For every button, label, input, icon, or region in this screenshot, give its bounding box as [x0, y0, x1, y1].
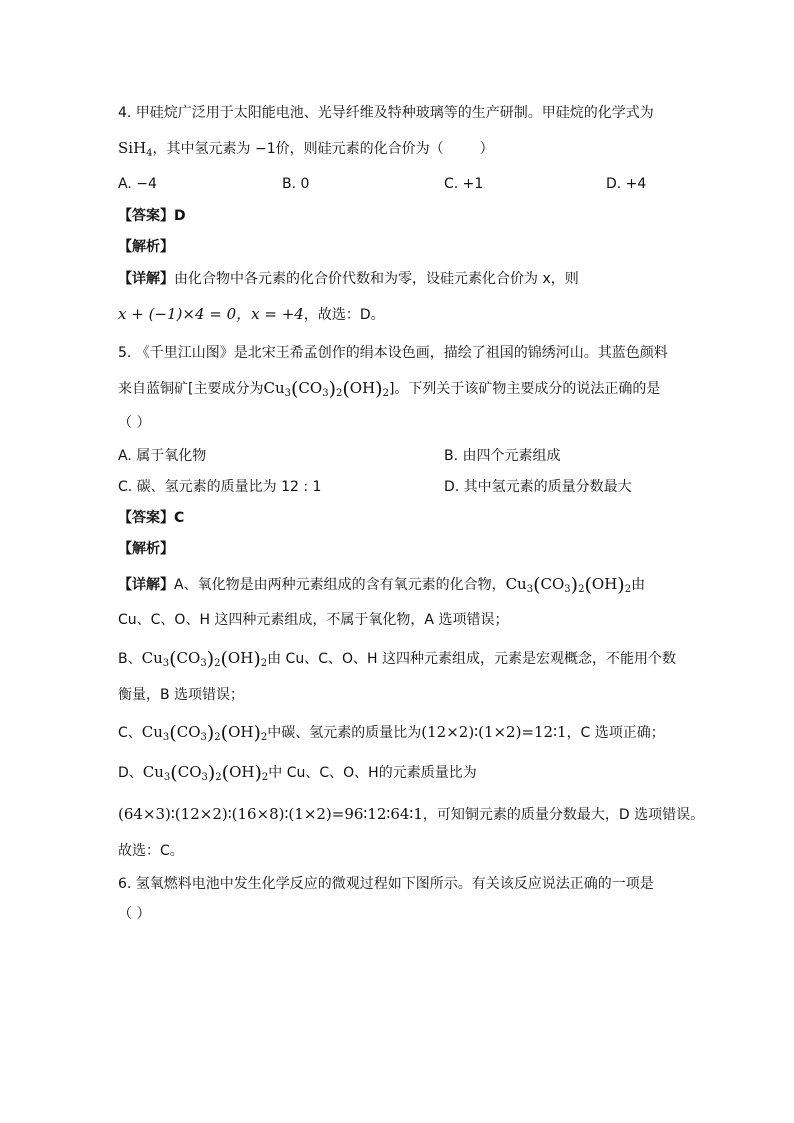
q4-stem-line2: SiH$_4$，其中氢元素为 −1价，则硅元素的化合价为（ ）	[118, 139, 494, 159]
q5-detail-c: C、$Cu_3(CO_3)_2(OH)_2$中碳、氢元素的质量比为(12×2)∶(1×2)=12∶1，C 选项正确；	[118, 722, 665, 744]
q5-formula: $Cu_3(CO_3)_2(OH)_2$	[263, 378, 389, 400]
q4-equation: x + (−1)×4 = 0，x = +4	[118, 305, 304, 323]
q4-answer: 【答案】D	[118, 208, 186, 224]
q4-detail: 【详解】由化合物中各元素的化合价代数和为零，设硅元素化合价为 x，则	[118, 271, 579, 287]
q5-detail-c-formula: $Cu_3(CO_3)_2(OH)_2$	[141, 722, 268, 744]
q4-option-d: D. +4	[606, 176, 647, 192]
q5-option-c: C. 碳、氢元素的质量比为 12 : 1	[118, 479, 322, 495]
q4-formula: SiH$_4$	[118, 139, 153, 159]
q4-analysis-label: 【解析】	[118, 239, 174, 255]
q5-detail-d-formula: $Cu_3(CO_3)_2(OH)_2$	[142, 762, 269, 784]
q5-option-b: B. 由四个元素组成	[444, 448, 561, 464]
q5-answer: 【答案】C	[118, 510, 185, 526]
q4-option-c: C. +1	[444, 176, 484, 192]
q5-conclusion: 故选：C。	[118, 843, 184, 859]
q5-detail-d-line2: (64×3)∶(12×2)∶(16×8)∶(1×2)=96∶12∶64∶1，可知铜元素的质量分数最大，D 选项错误。	[118, 805, 705, 823]
q5-stem-line3: （ ）	[118, 415, 151, 431]
q4-stem-line1: 4. 甲硅烷广泛用于太阳能电池、光导纤维及特种玻璃等的生产研制。甲硅烷的化学式为	[118, 105, 654, 121]
q5-analysis-label: 【解析】	[118, 541, 174, 557]
q4-equation-line: x + (−1)×4 = 0，x = +4，故选：D。	[118, 305, 385, 323]
q5-detail-a-line1: 【详解】A、氧化物是由两种元素组成的含有氧元素的化合物，$Cu_3(CO_3)_2(OH)_2$由	[118, 574, 646, 596]
q5-detail-d-line1: D、$Cu_3(CO_3)_2(OH)_2$中 Cu、C、O、H的元素质量比为	[118, 762, 477, 784]
q5-stem-line2: 来自蓝铜矿[主要成分为$Cu_3(CO_3)_2(OH)_2$]。下列关于该矿物主要成分的说法正确的是	[118, 378, 661, 400]
q5-detail-c-calc: (12×2)∶(1×2)=12∶1	[421, 723, 567, 741]
q6-stem-line2: （ ）	[118, 906, 151, 922]
q4-option-a: A. −4	[118, 176, 157, 192]
q4-option-b: B. 0	[282, 176, 310, 192]
q5-detail-a-line2: Cu、C、O、H 这四种元素组成，不属于氧化物，A 选项错误；	[118, 612, 509, 628]
q5-option-a: A. 属于氧化物	[118, 448, 207, 464]
q5-detail-a-formula: $Cu_3(CO_3)_2(OH)_2$	[505, 574, 632, 596]
q5-detail-d-calc: (64×3)∶(12×2)∶(16×8)∶(1×2)=96∶12∶64∶1	[118, 805, 423, 823]
q5-stem-line1: 5. 《千里江山图》是北宋王希孟创作的绢本设色画，描绘了祖国的锦绣河山。其蓝色颜料	[118, 345, 668, 361]
q5-detail-b-line2: 衡量，B 选项错误；	[118, 687, 245, 703]
q5-detail-b-line1: B、$Cu_3(CO_3)_2(OH)_2$由 Cu、C、O、H 这四种元素组成，元素是宏观概念，不能用个数	[118, 648, 676, 670]
q5-detail-b-formula: $Cu_3(CO_3)_2(OH)_2$	[141, 648, 268, 670]
q5-option-d: D. 其中氢元素的质量分数最大	[444, 479, 632, 495]
q6-stem-line1: 6. 氢氧燃料电池中发生化学反应的微观过程如下图所示。有关该反应说法正确的一项是	[118, 876, 654, 892]
